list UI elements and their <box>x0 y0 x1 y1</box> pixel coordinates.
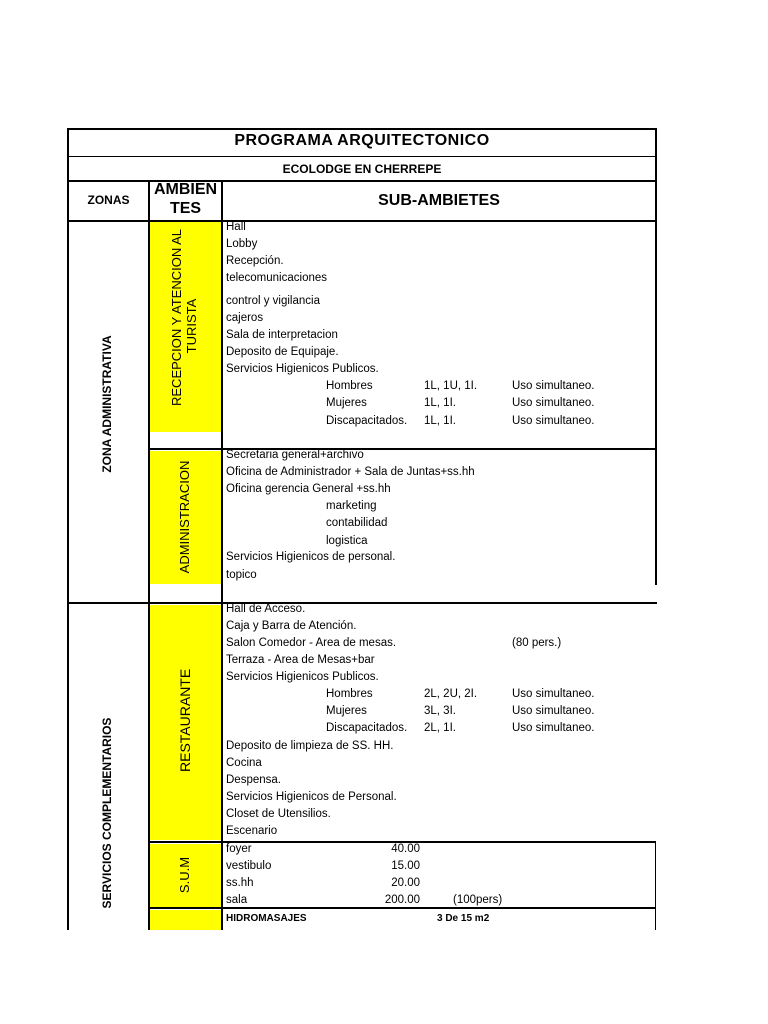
ss-who: Hombres <box>326 688 373 700</box>
list-item: Cocina <box>226 757 262 769</box>
sum-area: 15.00 <box>391 860 420 872</box>
sum-name: ss.hh <box>226 877 254 889</box>
table-left-border <box>67 128 69 930</box>
table-right-border-lower <box>655 842 656 930</box>
hidromasajes-highlight <box>150 910 221 930</box>
header-ambientes <box>150 180 221 218</box>
hidromasajes-note: 3 De 15 m2 <box>437 913 490 924</box>
list-item: cajeros <box>226 312 264 324</box>
header-zonas: ZONAS <box>87 193 130 207</box>
list-item: control y vigilancia <box>226 295 320 307</box>
ss-qty: 2L, 1I. <box>424 722 456 734</box>
ss-qty: 3L, 3I. <box>424 705 456 717</box>
ambiente-recepcion-line2: TURISTA <box>184 298 199 354</box>
ss-who: Mujeres <box>326 397 367 409</box>
table-top-border <box>67 128 657 130</box>
ss-use: Uso simultaneo. <box>512 688 595 700</box>
ss-qty: 1L, 1I. <box>424 397 456 409</box>
zone-administrativa: ZONA ADMINISTRATIVA <box>100 335 114 473</box>
list-item: Deposito de Equipaje. <box>226 346 339 358</box>
list-item: Lobby <box>226 238 258 250</box>
row-line-hidro <box>148 907 656 909</box>
ambiente-recepcion-line1: RECEPCION Y ATENCION AL <box>169 229 184 406</box>
list-item: contabilidad <box>326 517 388 529</box>
sum-area: 200.00 <box>384 894 420 906</box>
sum-area: 20.00 <box>391 877 420 889</box>
ss-use: Uso simultaneo. <box>512 397 595 409</box>
ss-qty: 2L, 2U, 2I. <box>424 688 478 700</box>
list-item: Escenario <box>226 825 278 837</box>
comedor-note: (80 pers.) <box>512 637 562 649</box>
ambiente-restaurante: RESTAURANTE <box>177 668 193 772</box>
list-item: Hall <box>226 221 246 233</box>
page-subtitle: ECOLODGE EN CHERREPE <box>282 162 442 176</box>
row-line-admin <box>148 448 657 450</box>
sum-name: foyer <box>226 843 252 855</box>
list-item: Sala de interpretacion <box>226 329 338 341</box>
list-item: Oficina de Administrador + Sala de Juntas+ss.hh <box>226 466 475 478</box>
header-ambientes-line1: AMBIEN <box>153 181 218 198</box>
list-item: Salon Comedor - Area de mesas. <box>226 637 397 649</box>
ss-qty: 1L, 1U, 1I. <box>424 380 478 392</box>
ss-who: Mujeres <box>326 705 367 717</box>
list-item: Servicios Higienicos Publicos. <box>226 671 379 683</box>
ambiente-sum: S.U.M <box>177 856 192 894</box>
ss-who: Hombres <box>326 380 373 392</box>
page-title: PROGRAMA ARQUITECTONICO <box>234 132 490 149</box>
ss-use: Uso simultaneo. <box>512 722 595 734</box>
list-item: marketing <box>326 500 377 512</box>
list-item: Hall de Acceso. <box>226 603 306 615</box>
hidromasajes-label: HIDROMASAJES <box>226 913 307 924</box>
sum-name: vestibulo <box>226 860 272 872</box>
list-item: Despensa. <box>226 774 281 786</box>
header-ambientes-line2: TES <box>169 200 202 217</box>
list-item: topico <box>226 569 257 581</box>
row-line-header <box>67 220 657 222</box>
ss-use: Uso simultaneo. <box>512 705 595 717</box>
header-sub-ambientes: SUB-AMBIETES <box>378 192 500 209</box>
ss-who: Discapacitados. <box>326 415 408 427</box>
list-item: Oficina gerencia General +ss.hh <box>226 483 391 495</box>
list-item: Secretaria general+archivo <box>226 449 364 461</box>
list-item: Servicios Higienicos Publicos. <box>226 363 379 375</box>
list-item: Caja y Barra de Atención. <box>226 620 357 632</box>
ss-qty: 1L, 1I. <box>424 415 456 427</box>
col-line-zonas <box>148 180 150 930</box>
col-line-ambientes <box>221 180 223 930</box>
list-item: Terraza - Area de Mesas+bar <box>226 654 375 666</box>
zone-servicios: SERVICIOS COMPLEMENTARIOS <box>100 717 114 909</box>
row-line-serv <box>67 602 657 604</box>
ambiente-recepcion <box>169 229 201 406</box>
ss-who: Discapacitados. <box>326 722 408 734</box>
list-item: telecomunicaciones <box>226 272 328 284</box>
sala-note: (100pers) <box>453 894 503 906</box>
sum-name: sala <box>226 894 248 906</box>
list-item: Servicios Higienicos de personal. <box>226 551 396 563</box>
ambiente-administracion: ADMINISTRACION <box>177 460 192 574</box>
sum-area: 40.00 <box>391 843 420 855</box>
list-item: logistica <box>326 535 368 547</box>
list-item: Servicios Higienicos de Personal. <box>226 791 397 803</box>
ss-use: Uso simultaneo. <box>512 380 595 392</box>
list-item: Deposito de limpieza de SS. HH. <box>226 740 394 752</box>
list-item: Recepción. <box>226 255 284 267</box>
row-line-title <box>67 156 657 157</box>
list-item: Closet de Utensilios. <box>226 808 331 820</box>
table-right-border <box>655 128 657 585</box>
ss-use: Uso simultaneo. <box>512 415 595 427</box>
